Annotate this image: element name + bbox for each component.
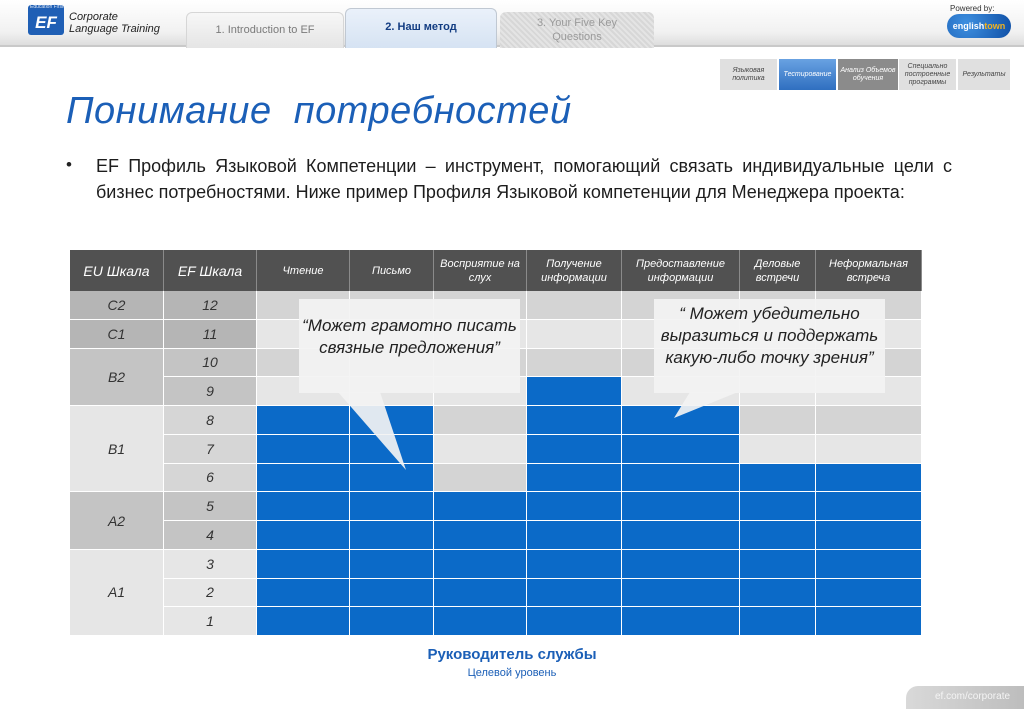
target-level-cell: [816, 579, 922, 608]
target-level-cell: [527, 579, 622, 608]
englishtown-logo: [947, 14, 1011, 38]
ef-level-cell: 12: [164, 291, 257, 320]
step-testing-label: Тестирование: [783, 70, 832, 78]
target-level-cell: [740, 492, 816, 521]
target-level-cell: [816, 550, 922, 579]
footer-url[interactable]: ef.com/corporate: [935, 691, 1011, 702]
target-level-cell: [434, 579, 527, 608]
empty-level-cell: [434, 406, 527, 435]
empty-level-cell: [527, 349, 622, 378]
ef-level-cell: 10: [164, 349, 257, 378]
tab-five-key-questions-label: 3. Your Five Key Questions: [536, 17, 618, 43]
ef-logo: EF: [28, 5, 64, 35]
target-level-cell: [434, 550, 527, 579]
eu-level-cell: A1: [70, 550, 164, 636]
tab-introduction[interactable]: 1. Introduction to EF: [186, 12, 344, 48]
target-level-cell: [434, 492, 527, 521]
target-level-cell: [527, 377, 622, 406]
empty-level-cell: [434, 464, 527, 493]
ef-level-cell: 11: [164, 320, 257, 349]
ef-level-cell: 2: [164, 579, 257, 608]
target-level-cell: [622, 435, 740, 464]
page-title: Понимание потребностей: [66, 90, 572, 132]
target-level-cell: [816, 607, 922, 636]
target-level-cell: [740, 607, 816, 636]
ef-level-cell: 6: [164, 464, 257, 493]
ef-level-cell: 3: [164, 550, 257, 579]
target-level-cell: [350, 579, 434, 608]
column-header: EU Шкала: [70, 250, 164, 291]
target-level-cell: [527, 521, 622, 550]
intro-paragraph: EF Профиль Языковой Компетенции – инструмент, помогающий связать индивидуальные цели с бизнес потребностями. Ниже пример Профиля Языковой компетенции для Менеджера проекта:: [96, 156, 952, 202]
column-header: Письмо: [350, 250, 434, 291]
empty-level-cell: [434, 435, 527, 464]
step-language-policy[interactable]: [720, 59, 777, 90]
target-level-cell: [350, 607, 434, 636]
target-level-cell: [622, 579, 740, 608]
target-level-cell: [350, 492, 434, 521]
bullet-marker: •: [66, 155, 72, 174]
target-level-cell: [527, 492, 622, 521]
target-level-cell: [527, 406, 622, 435]
chart-subcaption: Целевой уровень: [467, 667, 557, 679]
eu-level-cell: B2: [70, 349, 164, 407]
ef-level-cell: 7: [164, 435, 257, 464]
eu-level-cell: B1: [70, 406, 164, 492]
empty-level-cell: [816, 435, 922, 464]
target-level-cell: [434, 607, 527, 636]
ef-level-cell: 9: [164, 377, 257, 406]
target-level-cell: [350, 521, 434, 550]
step-volume-analysis[interactable]: [838, 59, 898, 90]
target-level-cell: [257, 579, 350, 608]
step-results[interactable]: [958, 59, 1010, 90]
target-level-cell: [740, 550, 816, 579]
empty-level-cell: [740, 435, 816, 464]
eu-level-cell: A2: [70, 492, 164, 550]
chart-caption: Руководитель службы: [427, 646, 597, 663]
callout-right-tail: [672, 392, 752, 422]
column-header: Получение информации: [527, 250, 622, 291]
empty-level-cell: [527, 291, 622, 320]
eu-level-cell: C1: [70, 320, 164, 349]
target-level-cell: [527, 550, 622, 579]
empty-level-cell: [816, 406, 922, 435]
target-level-cell: [350, 550, 434, 579]
step-language-policy-label: Языковая политика: [732, 66, 765, 82]
target-level-cell: [257, 492, 350, 521]
ef-level-cell: 4: [164, 521, 257, 550]
tab-five-key-questions[interactable]: [500, 12, 654, 48]
target-level-cell: [740, 464, 816, 493]
ef-level-cell: 1: [164, 607, 257, 636]
target-level-cell: [622, 607, 740, 636]
column-header: Предоставление информации: [622, 250, 740, 291]
empty-level-cell: [527, 320, 622, 349]
ef-level-cell: 5: [164, 492, 257, 521]
column-header: Восприятие на слух: [434, 250, 527, 291]
target-level-cell: [622, 521, 740, 550]
target-level-cell: [434, 521, 527, 550]
target-level-cell: [257, 550, 350, 579]
target-level-cell: [257, 607, 350, 636]
ef-level-cell: 8: [164, 406, 257, 435]
target-level-cell: [816, 464, 922, 493]
englishtown-logo-word2: town: [984, 21, 1006, 31]
brand-line-2: Language Training: [69, 23, 160, 35]
target-level-cell: [257, 521, 350, 550]
brand-name: [69, 11, 160, 35]
step-custom-programs-label: Специально построенные программы: [904, 62, 951, 86]
tab-our-method[interactable]: 2. Наш метод: [345, 8, 497, 48]
column-header: EF Шкала: [164, 250, 257, 291]
step-custom-programs[interactable]: [899, 59, 956, 90]
target-level-cell: [527, 435, 622, 464]
target-level-cell: [740, 521, 816, 550]
englishtown-logo-word1: english: [952, 21, 985, 31]
target-level-cell: [816, 521, 922, 550]
column-header: Деловые встречи: [740, 250, 816, 291]
target-level-cell: [527, 464, 622, 493]
target-level-cell: [622, 464, 740, 493]
column-header: Неформальная встреча: [816, 250, 922, 291]
target-level-cell: [622, 550, 740, 579]
step-testing[interactable]: [779, 59, 836, 90]
column-header: Чтение: [257, 250, 350, 291]
step-results-label: Результаты: [962, 70, 1006, 78]
target-level-cell: [622, 492, 740, 521]
powered-by-label: Powered by:: [950, 4, 995, 13]
target-level-cell: [816, 492, 922, 521]
brand-line-1: Corporate: [69, 11, 118, 23]
target-level-cell: [740, 579, 816, 608]
step-volume-analysis-label: Анализ Объемов обучения: [840, 66, 896, 82]
target-level-cell: [527, 607, 622, 636]
callout-presentation: “ Может убедительно выразиться и поддержать какую-либо точку зрения”: [654, 299, 885, 393]
callout-left-tail: [330, 392, 410, 472]
ef-logo-tagline: Education First: [30, 4, 64, 10]
callout-writing: “Может грамотно писать связные предложения”: [299, 299, 520, 393]
eu-level-cell: C2: [70, 291, 164, 320]
